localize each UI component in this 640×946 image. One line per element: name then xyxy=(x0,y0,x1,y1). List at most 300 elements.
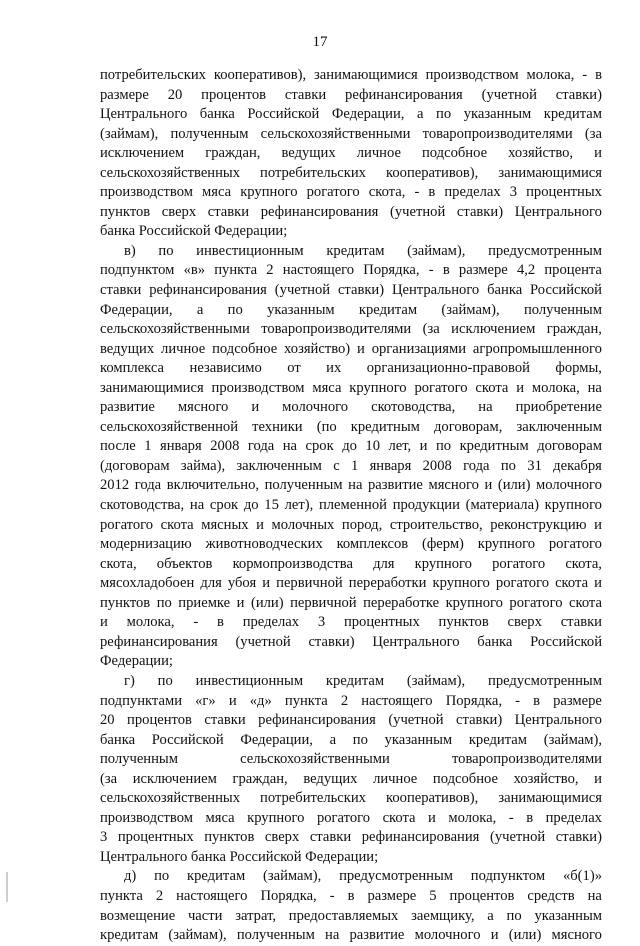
word: пункта xyxy=(284,692,328,709)
text-line xyxy=(100,828,602,848)
word: (займам), xyxy=(543,731,602,748)
word: товаропроизводителями xyxy=(261,321,412,338)
text-line xyxy=(100,750,602,770)
text-line xyxy=(100,242,602,262)
word: включительно, xyxy=(166,477,260,494)
word: первичной xyxy=(276,575,343,592)
word: развитие xyxy=(100,399,155,416)
word: исключением xyxy=(132,770,217,787)
word: с xyxy=(333,457,340,474)
word: агропромышленного xyxy=(472,340,602,357)
word: рогатого xyxy=(306,184,360,201)
word: мясного xyxy=(428,477,479,494)
text-line xyxy=(100,320,602,340)
text-line xyxy=(100,907,602,927)
word: занимающимися xyxy=(314,67,418,83)
word: хозяйство) xyxy=(284,340,351,357)
word: комплекса xyxy=(100,360,165,377)
word: 3 xyxy=(317,614,326,631)
word: рогатого xyxy=(495,575,549,592)
word: продукции xyxy=(392,497,460,514)
word: Российской xyxy=(530,282,602,299)
word: для xyxy=(373,555,395,572)
text-line xyxy=(100,692,602,712)
word: полученным xyxy=(264,477,343,494)
word: (учетной xyxy=(274,282,331,299)
word: кредитным xyxy=(459,438,529,455)
word: крупного xyxy=(544,497,602,514)
word: 2012 xyxy=(100,477,130,494)
word: рогатого xyxy=(509,594,563,611)
word: «д» xyxy=(249,692,272,709)
word: указанным xyxy=(267,301,335,318)
word: скота, xyxy=(368,184,406,201)
word: указанным xyxy=(463,106,532,123)
word: декабря xyxy=(553,457,602,474)
word: подсобное xyxy=(422,145,488,162)
word: рефинансирования xyxy=(100,633,218,650)
text-line xyxy=(100,418,602,438)
word: по xyxy=(436,106,452,123)
word: в xyxy=(217,614,224,631)
word: в xyxy=(428,184,436,201)
word: 2 xyxy=(340,692,349,709)
text-line xyxy=(100,496,602,516)
word: кредитам xyxy=(468,731,528,748)
word: Российской xyxy=(151,731,224,748)
word: мясного xyxy=(177,399,229,416)
word: личное xyxy=(356,145,401,162)
word: (по xyxy=(316,418,337,435)
word: и xyxy=(594,145,602,162)
word: инвестиционным xyxy=(195,672,304,689)
word: возмещение xyxy=(100,907,176,924)
word: - xyxy=(428,262,434,279)
word: приобретение xyxy=(515,399,602,416)
word: до xyxy=(342,438,357,455)
word: скота, xyxy=(100,555,137,572)
word: скота xyxy=(382,809,416,826)
word: процентных xyxy=(117,829,194,846)
word: рефинансирования xyxy=(361,829,480,846)
text-line xyxy=(100,261,602,281)
text-line-content: Центрального банка Российской Федерации; xyxy=(100,848,379,865)
text-line xyxy=(100,887,602,907)
word: личное xyxy=(161,340,206,357)
word: кредитам xyxy=(100,927,159,944)
word: потребительских xyxy=(100,67,206,83)
word: техники xyxy=(252,418,303,435)
word: 1 xyxy=(350,457,359,474)
word: и xyxy=(490,927,499,944)
text-line xyxy=(100,770,602,790)
word: части xyxy=(187,907,223,924)
word: ставки xyxy=(100,282,142,299)
word: реконструкцию xyxy=(490,516,587,533)
word: и xyxy=(594,770,602,787)
word: 20 xyxy=(100,712,115,729)
word: товаропроизводителями xyxy=(422,125,573,142)
word: их xyxy=(326,360,342,377)
word: скота xyxy=(160,516,194,533)
word: пунктов xyxy=(438,614,489,631)
text-line xyxy=(100,86,602,106)
word: пород, xyxy=(341,516,383,533)
word: (займам), xyxy=(407,242,466,259)
word: сельскохозяйственных xyxy=(100,164,241,181)
word: граждан, xyxy=(546,321,602,338)
word: - xyxy=(515,692,520,709)
word: Центрального xyxy=(514,203,602,220)
word: ведущих xyxy=(281,145,336,162)
text-line xyxy=(100,867,602,887)
word: сельскохозяйственными xyxy=(100,321,250,338)
text-line xyxy=(100,672,602,692)
page-number: 17 xyxy=(312,34,328,50)
word: молочного xyxy=(282,399,349,416)
word: крупного xyxy=(432,575,490,592)
word: (учетной xyxy=(390,203,446,220)
text-line xyxy=(100,144,602,164)
word: по xyxy=(435,438,452,455)
word: заключенным xyxy=(516,418,602,435)
text-line xyxy=(100,731,602,751)
text-line xyxy=(100,516,602,536)
word: ставки) xyxy=(456,712,503,729)
word: инвестиционным xyxy=(196,242,304,259)
word: подпунктами xyxy=(100,692,183,709)
word: настоящего xyxy=(176,887,248,904)
word: и xyxy=(484,477,493,494)
word: рогатого xyxy=(492,555,546,572)
word: и xyxy=(428,809,436,826)
word: (учетной xyxy=(388,712,444,729)
binding-mark xyxy=(6,872,8,902)
word: ставки xyxy=(207,203,250,220)
word: скота, xyxy=(565,555,602,572)
text-line xyxy=(100,652,602,672)
word: занимающимися xyxy=(498,790,602,807)
word: Центрального xyxy=(372,633,460,650)
word: настоящего xyxy=(361,692,433,709)
word: на xyxy=(478,399,493,416)
word: 31 xyxy=(527,457,542,474)
word: банка xyxy=(487,282,523,299)
word: кредитам xyxy=(326,242,385,259)
word: рефинансирования xyxy=(258,712,376,729)
word: 5 xyxy=(429,887,437,904)
word: и xyxy=(419,438,428,455)
word: кредитам xyxy=(358,301,418,318)
word: в xyxy=(595,67,602,83)
word: кредитам xyxy=(543,106,602,123)
word: процентов xyxy=(127,712,192,729)
word: (займам), xyxy=(406,672,466,689)
word: а xyxy=(487,907,494,924)
word: в xyxy=(526,809,534,826)
text-line xyxy=(100,340,602,360)
word: и xyxy=(516,379,525,396)
body-text xyxy=(100,66,602,946)
text-line xyxy=(100,437,602,457)
word: (за xyxy=(584,125,602,142)
word: молочных xyxy=(271,516,335,533)
text-line xyxy=(100,574,602,594)
word: указанным xyxy=(384,731,453,748)
word: на xyxy=(348,477,363,494)
word: рогатого xyxy=(414,379,468,396)
word: пункта xyxy=(100,887,143,904)
word: сельскохозяйственными xyxy=(240,751,390,768)
word: предусмотренным xyxy=(488,242,602,259)
word: кооперативов), xyxy=(213,67,307,83)
text-line xyxy=(100,164,602,184)
word: рефинансирования xyxy=(345,86,463,103)
word: Федерации, xyxy=(100,301,173,318)
word: «г» xyxy=(195,692,216,709)
word: после xyxy=(100,438,136,455)
text-line xyxy=(100,613,602,633)
word: Порядка, xyxy=(445,692,502,709)
text-line xyxy=(100,476,602,496)
word: полученным xyxy=(523,301,602,318)
word: хозяйство, xyxy=(508,145,574,162)
word: (учетной xyxy=(481,86,537,103)
word: Российской xyxy=(247,106,320,123)
word: и xyxy=(262,575,271,592)
word: процентных xyxy=(343,614,420,631)
word: банка xyxy=(100,731,136,748)
word: договорам xyxy=(537,438,602,455)
word: для xyxy=(200,575,222,592)
word: настоящего xyxy=(282,262,355,279)
word: (займам), xyxy=(100,125,159,142)
word: пунктов xyxy=(100,203,151,220)
word: независимо xyxy=(189,360,262,377)
word: и xyxy=(594,575,602,592)
word: пункта xyxy=(214,262,258,279)
text-line xyxy=(100,359,602,379)
word: (займам), xyxy=(441,301,500,318)
text-line xyxy=(100,183,602,203)
word: молока, xyxy=(126,614,175,631)
word: 2008 xyxy=(422,457,452,474)
word: в xyxy=(347,887,355,904)
word: ставки xyxy=(204,712,246,729)
text-line xyxy=(100,301,602,321)
word: подпунктом xyxy=(470,868,546,885)
word: кредитам xyxy=(325,672,385,689)
word: (учетной xyxy=(489,829,546,846)
word: племенной xyxy=(318,497,387,514)
word: крупного xyxy=(445,594,503,611)
word: и xyxy=(236,594,245,611)
word: мясохладобоен xyxy=(100,575,195,592)
text-line xyxy=(100,926,602,946)
word: молочного xyxy=(536,477,602,494)
word: молока, xyxy=(531,379,580,396)
word: ставки) xyxy=(337,282,385,299)
word: Порядка, xyxy=(363,262,420,279)
word: сверх xyxy=(161,203,197,220)
word: «б(1)» xyxy=(562,868,602,885)
word: до xyxy=(243,497,259,514)
word: (займам), xyxy=(262,868,322,885)
word: займа), xyxy=(180,457,226,474)
word: - xyxy=(414,184,420,201)
word: заключенным xyxy=(236,457,322,474)
word: заемщику, xyxy=(411,907,475,924)
text-line xyxy=(100,594,602,614)
word: ведущих xyxy=(100,340,155,357)
word: исключением xyxy=(451,321,536,338)
word: договорам, xyxy=(434,418,503,435)
word: скотоводства, xyxy=(100,497,185,514)
word: крупного xyxy=(349,379,407,396)
text-line xyxy=(100,555,602,575)
word: срок xyxy=(305,438,334,455)
word: банка xyxy=(199,106,235,123)
word: рогатого xyxy=(100,516,154,533)
word: Российской xyxy=(530,633,602,650)
word: по xyxy=(227,301,243,318)
word: процентных xyxy=(526,184,602,201)
word: занимающимися xyxy=(100,379,204,396)
word: подсобное xyxy=(432,770,498,787)
word: производством xyxy=(425,67,519,83)
word: ставки) xyxy=(555,829,602,846)
word: размере xyxy=(458,262,508,279)
word: января xyxy=(369,457,412,474)
word: подпунктом xyxy=(100,262,175,279)
word: (учетной xyxy=(235,633,291,650)
word: размере xyxy=(367,887,417,904)
word: в xyxy=(442,262,450,279)
word: занимающимися xyxy=(498,164,602,181)
word: ставки xyxy=(284,86,327,103)
word: процента xyxy=(544,262,602,279)
word: по xyxy=(506,907,522,924)
word: молочного xyxy=(414,927,481,944)
word: кооперативов), xyxy=(386,164,479,181)
word: крупного xyxy=(247,809,305,826)
word: на xyxy=(189,497,205,514)
word: - xyxy=(508,809,514,826)
word: и xyxy=(256,516,264,533)
word: мяса xyxy=(312,379,342,396)
word: по xyxy=(158,242,174,259)
word: ведущих xyxy=(303,770,358,787)
word: и xyxy=(100,614,108,631)
word: развитие xyxy=(368,477,423,494)
word: сельскохозяйственной xyxy=(100,418,239,435)
word: а xyxy=(196,301,204,318)
word: предусмотренным xyxy=(339,868,453,885)
word: на xyxy=(587,379,602,396)
word: пределах xyxy=(545,809,602,826)
text-line xyxy=(100,711,602,731)
word: товаропроизводителями xyxy=(451,751,602,768)
text-line xyxy=(100,105,602,125)
text-line xyxy=(100,457,602,477)
word: потребительских xyxy=(260,164,366,181)
word: размере xyxy=(553,692,602,709)
word: организационно-правовой xyxy=(366,360,530,377)
word: 20 xyxy=(167,86,183,103)
word: мяса xyxy=(205,809,235,826)
word: на xyxy=(587,887,602,904)
word: скота xyxy=(475,379,509,396)
word: лет), xyxy=(284,497,314,514)
text-line xyxy=(100,125,602,145)
word: банка xyxy=(477,633,513,650)
word: процентов xyxy=(201,86,267,103)
word: переработки xyxy=(348,575,427,592)
word: (за xyxy=(100,770,118,787)
text-line xyxy=(100,66,602,86)
word: мясных xyxy=(201,516,249,533)
word: личное xyxy=(373,770,418,787)
word: исключением xyxy=(100,145,185,162)
word: и xyxy=(594,516,602,533)
word: 2 xyxy=(266,262,274,279)
word: по xyxy=(157,672,173,689)
word: производством xyxy=(100,809,193,826)
word: сверх xyxy=(264,829,300,846)
word: ставки) xyxy=(555,86,602,103)
word: мясного xyxy=(551,927,602,944)
word: кредитным xyxy=(350,418,420,435)
text-line xyxy=(100,222,602,242)
word: полученным xyxy=(100,751,178,768)
word: пунктов xyxy=(204,829,255,846)
word: скотоводства, xyxy=(371,399,456,416)
word: полученным xyxy=(236,927,315,944)
word: размере xyxy=(100,86,149,103)
word: молока, xyxy=(526,67,575,83)
word: (или) xyxy=(497,477,531,494)
word: животноводческих xyxy=(205,536,323,553)
word: Центрального xyxy=(514,712,602,729)
word: первичной xyxy=(290,594,357,611)
word: срок xyxy=(209,497,239,514)
word: и xyxy=(251,399,260,416)
word: Центрального xyxy=(100,106,188,123)
word: (материала) xyxy=(465,497,539,514)
word: 1 xyxy=(144,438,152,455)
word: ставки) xyxy=(456,203,504,220)
word: (займам), xyxy=(168,927,227,944)
word: - xyxy=(193,614,199,631)
word: января xyxy=(159,438,202,455)
word: на xyxy=(282,438,298,455)
word: Федерации, xyxy=(331,106,405,123)
word: года xyxy=(247,438,275,455)
word: лет, xyxy=(388,438,412,455)
word: скота xyxy=(555,575,589,592)
word: развитие xyxy=(349,927,405,944)
word: 3 xyxy=(100,829,108,846)
word: производством xyxy=(100,184,193,201)
text-line xyxy=(100,848,602,868)
word: кормопроизводства xyxy=(232,555,353,572)
word: (или) xyxy=(250,594,284,611)
word: кооперативов), xyxy=(386,790,479,807)
word: крупного xyxy=(414,555,472,572)
word: в) xyxy=(124,242,136,259)
word: Центрального xyxy=(391,282,480,299)
word: ставки xyxy=(309,829,352,846)
